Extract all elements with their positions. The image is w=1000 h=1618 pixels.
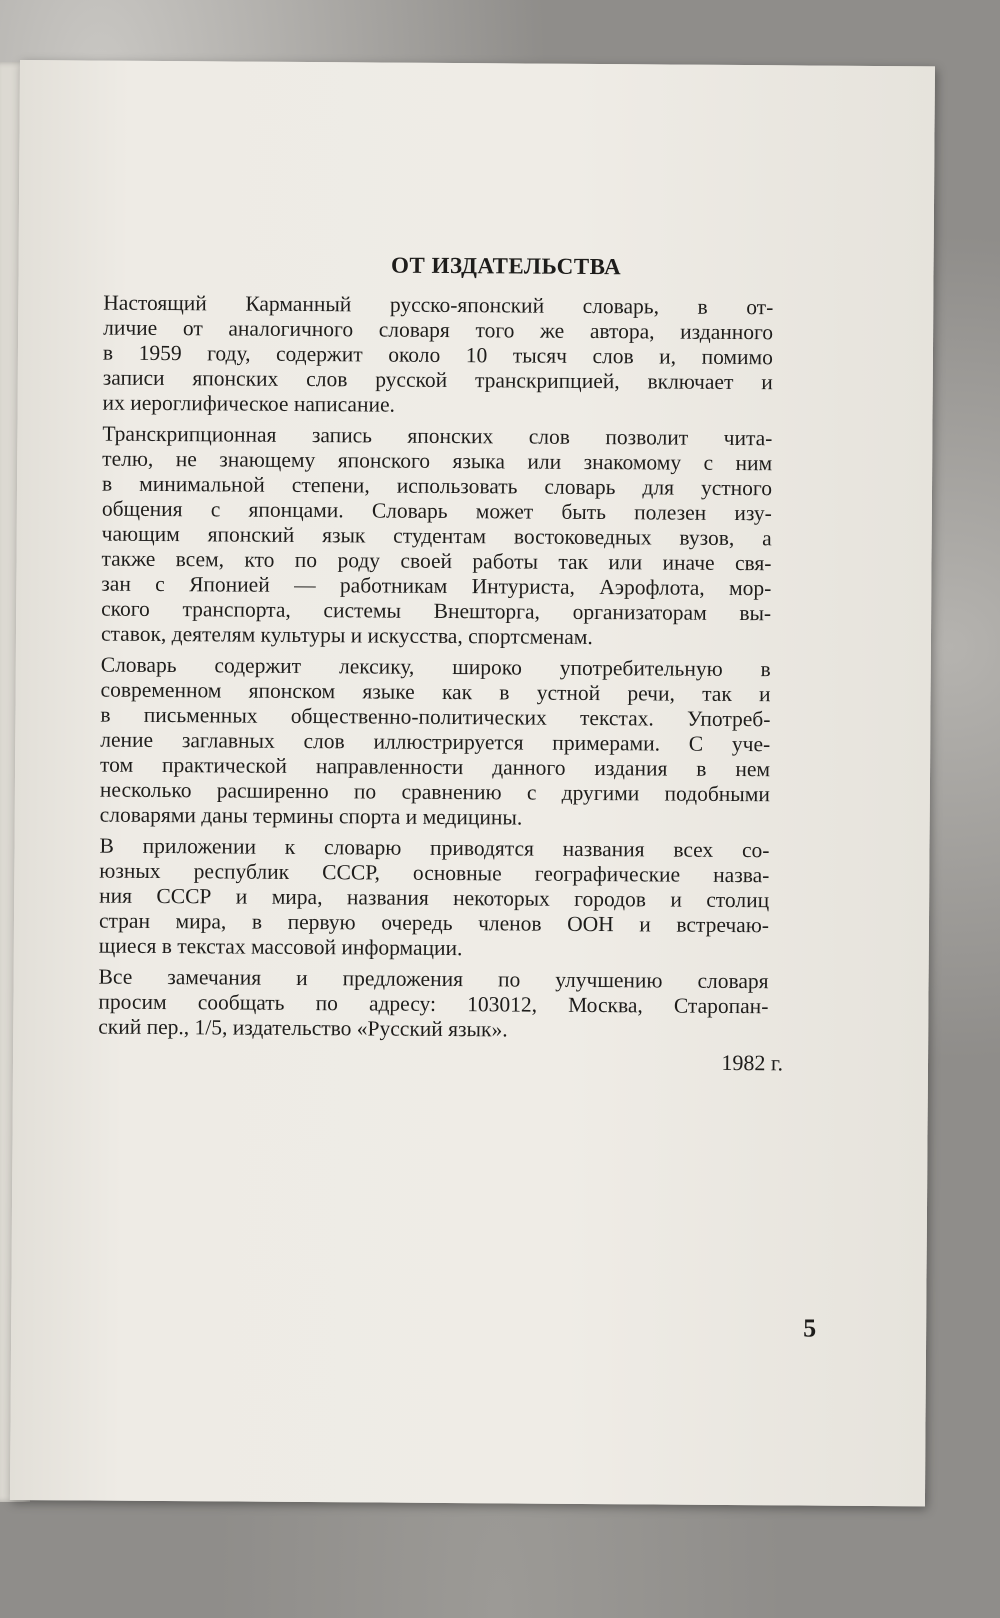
paragraph [68,964,769,1044]
text-line: Транскрипционная запись японских слов позволит чита- [102,421,773,451]
text-line: юзных республик СССР, основные географические назва- [99,858,770,888]
text-line: в минимальной степени, использовать словарь для устного [101,471,773,501]
text-line: личие от аналогичного словаря того же автора, изданного [103,315,774,345]
text-line: Словарь содержит лексику, широко употребительную в [100,652,771,682]
paragraph [70,652,771,832]
text-line: несколько расширенно по сравнению с другими подобными [99,777,770,807]
text-line: в 1959 году, содержит около 10 тысяч слов и, помимо [102,340,774,370]
text-line: зан с Японией — работникам Интуриста, Аэрофлота, мор- [101,571,772,601]
text-line: том практической направленности данного издания в нем [99,752,771,782]
text-line: чающим японский язык студентам востоковедных вузов, а [101,521,772,551]
text-line: их иероглифическое написание. [102,390,396,417]
paragraph [69,833,770,963]
text-line: ставок, деятелям культуры и искусства, спортсменам. [100,621,593,650]
paragraph [71,421,773,651]
text-line: словарями даны термины спорта и медицины. [99,802,523,830]
text-line: записи японских слов русской транскрипцией, включает и [102,365,773,395]
paragraph [73,290,774,420]
text-line: телю, не знающему японского языка или знакомому с ним [102,446,773,476]
text-line: щиеся в текстах массовой информации. [98,933,463,961]
text-line: Все замечания и предложения по улучшению словаря [98,964,769,994]
text-line: просим сообщать по адресу: 103012, Москва, Старопан- [98,989,769,1019]
text-line: ление заглавных слов иллюстрируется примерами. С уче- [100,727,771,757]
publication-year: 1982 г. [721,1049,784,1076]
text-line: ского транспорта, системы Внешторга, организаторам вы- [101,596,772,626]
book-page [10,60,935,1506]
text-line: современном японском языке как в устной речи, так и [100,677,771,707]
text-line: стран мира, в первую очередь членов ООН и встречаю- [98,908,770,938]
text-line: ния СССР и мира, названия некоторых городов и столиц [99,883,770,913]
text-line: В приложении к словарю приводятся названия всех со- [99,833,770,863]
page-number: 5 [803,1313,817,1343]
text-line: также всем, кто по роду своей работы так или иначе свя- [101,546,772,576]
body-text [68,290,773,1050]
page-title [18,250,933,282]
text-line: в письменных общественно-политических текстах. Употреб- [100,702,771,732]
text-line: ский пер., 1/5, издательство «Русский язык». [98,1014,508,1042]
text-line: общения с японцами. Словарь может быть полезен изу- [101,496,772,526]
page-title-text: ОТ ИЗДАТЕЛЬСТВА [390,252,622,280]
text-line: Настоящий Карманный русско-японский словарь, в от- [103,290,774,320]
